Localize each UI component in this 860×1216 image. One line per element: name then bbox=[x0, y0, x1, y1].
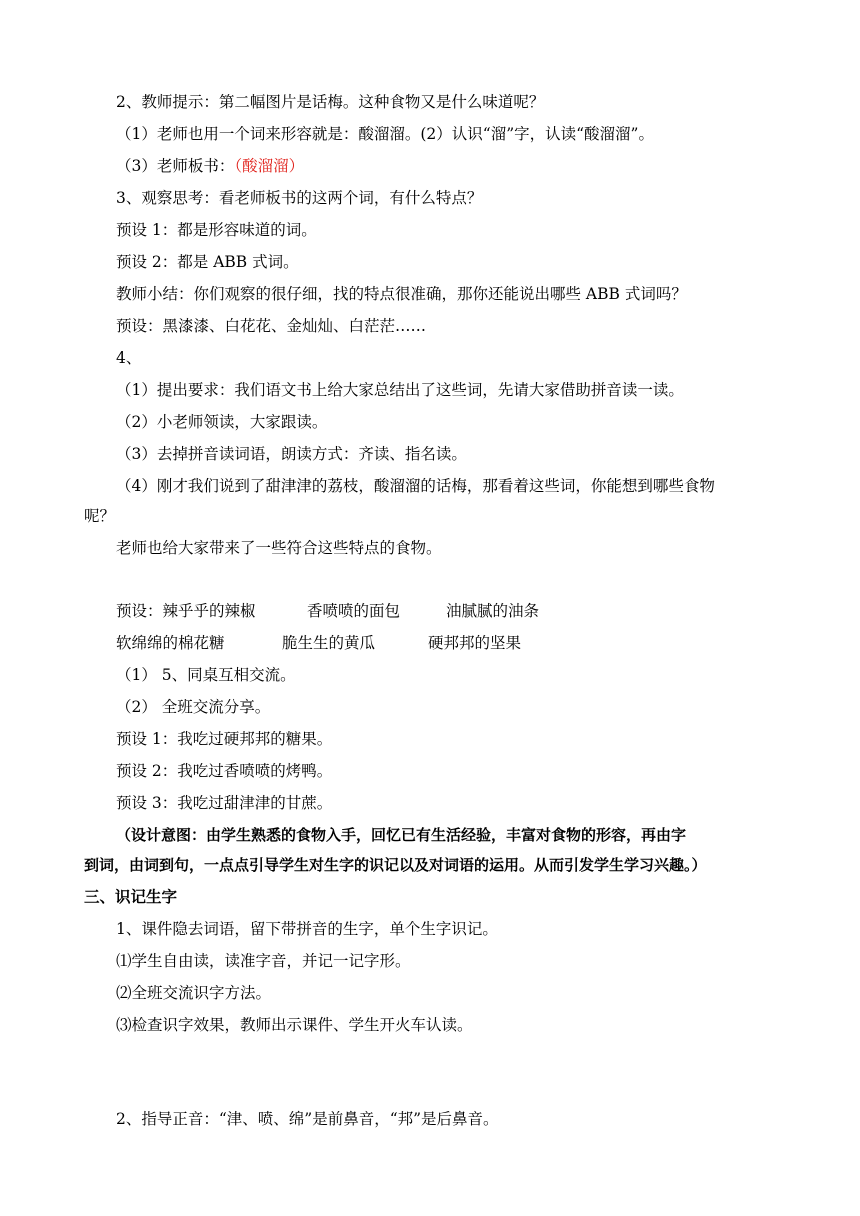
preset-2: 预设 2：都是 ABB 式词。 bbox=[116, 253, 299, 271]
section-3-step-1: 1、课件隐去词语，留下带拼音的生字，单个生字识记。 bbox=[116, 920, 498, 938]
section-3-step-1b: ⑵全班交流识字方法。 bbox=[116, 984, 272, 1002]
step-4-item-4: （4）刚才我们说到了甜津津的荔枝，酸溜溜的话梅，那看着这些词，你能想到哪些食物 bbox=[116, 477, 715, 495]
share-preset-2: 预设 2：我吃过香喷喷的烤鸭。 bbox=[116, 762, 333, 780]
preset-food-5: 脆生生的黄瓜 bbox=[282, 634, 376, 652]
step-2-item-1: （1）老师也用一个词来形容就是：酸溜溜。(2）认识“溜”字，认读“酸溜溜”。 bbox=[116, 125, 654, 143]
preset-food-4: 软绵绵的棉花糖 bbox=[116, 634, 225, 652]
section-3-step-1c: ⑶检查识字效果，教师出示课件、学生开火车认读。 bbox=[116, 1016, 473, 1034]
teacher-brought-foods: 老师也给大家带来了一些符合这些特点的食物。 bbox=[116, 539, 442, 557]
step-5-item-1: （1） 5、同桌互相交流。 bbox=[116, 666, 296, 684]
preset-food-3: 油腻腻的油条 bbox=[446, 602, 540, 620]
design-intent-cont: 到词，由词到句，一点点引导学生对生字的识记以及对词语的运用。从而引发学生学习兴趣。） bbox=[84, 856, 707, 874]
step-5-item-2: （2） 全班交流分享。 bbox=[116, 698, 271, 716]
board-writing-label: （3）老师板书： bbox=[116, 157, 235, 175]
step-3-observe: 3、观察思考：看老师板书的这两个词，有什么特点？ bbox=[116, 189, 483, 207]
preset-food-2: 香喷喷的面包 bbox=[307, 602, 401, 620]
step-2-prompt: 2、教师提示：第二幅图片是话梅。这种食物又是什么味道呢？ bbox=[116, 93, 545, 111]
share-preset-3: 预设 3：我吃过甜津津的甘蔗。 bbox=[116, 794, 333, 812]
step-4-item-3: （3）去掉拼音读词语，朗读方式：齐读、指名读。 bbox=[116, 445, 467, 463]
teacher-summary: 教师小结：你们观察的很仔细，找的特点很准确，那你还能说出哪些 ABB 式词吗？ bbox=[116, 285, 687, 303]
preset-food-6: 硬邦邦的坚果 bbox=[428, 634, 522, 652]
design-intent: （设计意图：由学生熟悉的食物入手，回忆已有生活经验，丰富对食物的形容，再由字 bbox=[116, 826, 687, 844]
step-4-item-4-cont: 呢？ bbox=[84, 507, 116, 525]
preset-abb-words: 预设：黑漆漆、白花花、金灿灿、白茫茫…… bbox=[116, 317, 427, 335]
share-preset-1: 预设 1：我吃过硬邦邦的糖果。 bbox=[116, 730, 333, 748]
step-4-heading: 4、 bbox=[116, 349, 142, 367]
board-writing-word: （酸溜溜） bbox=[234, 157, 305, 175]
step-2-item-3 bbox=[116, 156, 304, 176]
preset-food-1: 预设：辣乎乎的辣椒 bbox=[116, 602, 256, 620]
section-3-step-2: 2、指导正音：“津、喷、绵”是前鼻音，“邦”是后鼻音。 bbox=[116, 1110, 499, 1128]
section-3-step-1a: ⑴学生自由读，读准字音，并记一记字形。 bbox=[116, 952, 411, 970]
step-4-item-2: （2）小老师领读，大家跟读。 bbox=[116, 413, 328, 431]
preset-1: 预设 1：都是形容味道的词。 bbox=[116, 221, 317, 239]
section-3-heading: 三、识记生字 bbox=[84, 887, 178, 906]
step-4-item-1: （1）提出要求：我们语文书上给大家总结出了这些词，先请大家借助拼音读一读。 bbox=[116, 381, 684, 399]
